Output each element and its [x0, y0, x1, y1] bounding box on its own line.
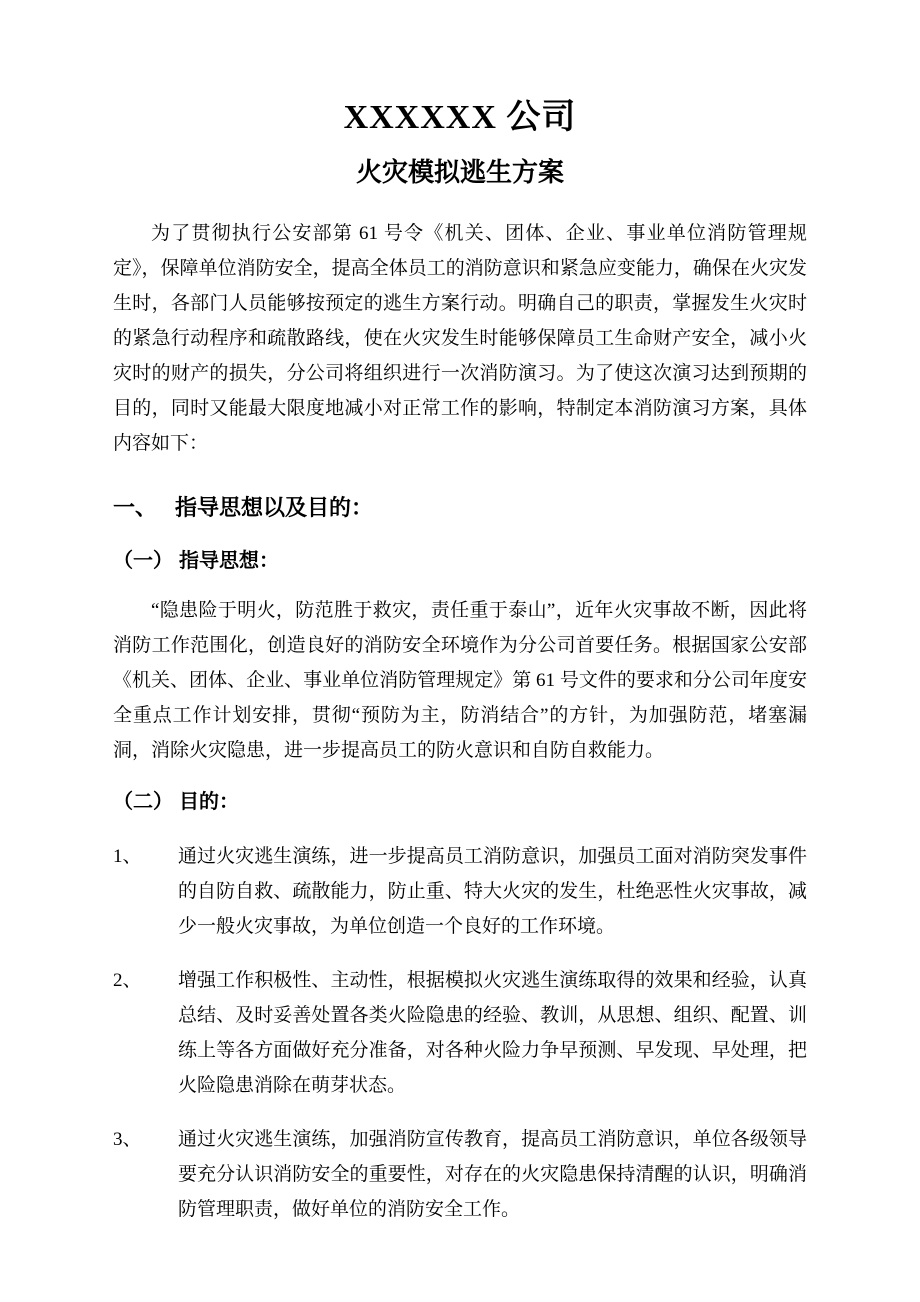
list-item — [113, 1122, 807, 1227]
list-item-number: 3、 — [113, 1129, 142, 1150]
subsection-2-number: （二） — [113, 791, 173, 813]
intro-paragraph: 为了贯彻执行公安部第 61 号令《机关、团体、企业、事业单位消防管理规定》，保障单位消防安全，提高全体员工的消防意识和紧急应变能力，确保在火灾发生时，各部门人员能够按预定的逃生方案行动。明确自己的职责，掌握发生火灾时的紧急行动程序和疏散路线，使在火灾发生时能够保障员工生命财产安全，减小火灾时的财产的损失，分公司将组织进行一次消防演习。为了使这次演习达到预期的目的，同时又能最大限度地减小对正常工作的影响，特制定本消防演习方案，具体内容如下： — [113, 223, 807, 454]
subsection-2-heading — [113, 784, 807, 820]
list-item-number: 1、 — [113, 846, 142, 867]
list-item — [113, 839, 807, 944]
subsection-1-number: （一） — [113, 550, 173, 572]
list-item — [113, 963, 807, 1103]
section-1-title: 指导思想以及目的： — [175, 495, 374, 520]
subsection-2-title: 目的： — [179, 791, 239, 813]
section-1-heading — [113, 489, 807, 527]
list-item-text: 增强工作积极性、主动性，根据模拟火灾逃生演练取得的效果和经验，认真总结、及时妥善处置各类火险隐患的经验、教训，从思想、组织、配置、训练上等各方面做好充分准备，对各种火险力争早预测、早发现、早处理，把火险隐患消除在萌芽状态。 — [178, 970, 807, 1096]
list-item-text: 通过火灾逃生演练，进一步提高员工消防意识，加强员工面对消防突发事件的自防自救、疏散能力，防止重、特大火灾的发生，杜绝恶性火灾事故，减少一般火灾事故，为单位创造一个良好的工作环境。 — [178, 846, 807, 937]
purpose-list — [113, 839, 807, 1227]
guiding-thought-paragraph: “隐患险于明火，防范胜于救灾，责任重于泰山”，近年火灾事故不断，因此将消防工作范围化，创造良好的消防安全环境作为分公司首要任务。根据国家公安部《机关、团体、企业、事业单位消防管理规定》第 61 号文件的要求和分公司年度安全重点工作计划安排，贯彻“预防为主，防消结合”的方针，为加强防范，堵塞漏洞，消除火灾隐患，进一步提高员工的防火意识和自防自救能力。 — [113, 600, 807, 761]
section-1-number: 一、 — [113, 495, 158, 520]
subsection-1-title: 指导思想： — [179, 550, 279, 572]
list-item-number: 2、 — [113, 970, 142, 991]
subsection-1-heading — [113, 543, 807, 579]
company-title: XXXXXX 公司 — [343, 99, 577, 136]
document-title: 火灾模拟逃生方案 — [355, 158, 564, 187]
list-item-text: 通过火灾逃生演练，加强消防宣传教育，提高员工消防意识，单位各级领导要充分认识消防安全的重要性，对存在的火灾隐患保持清醒的认识，明确消防管理职责，做好单位的消防安全工作。 — [178, 1129, 807, 1220]
